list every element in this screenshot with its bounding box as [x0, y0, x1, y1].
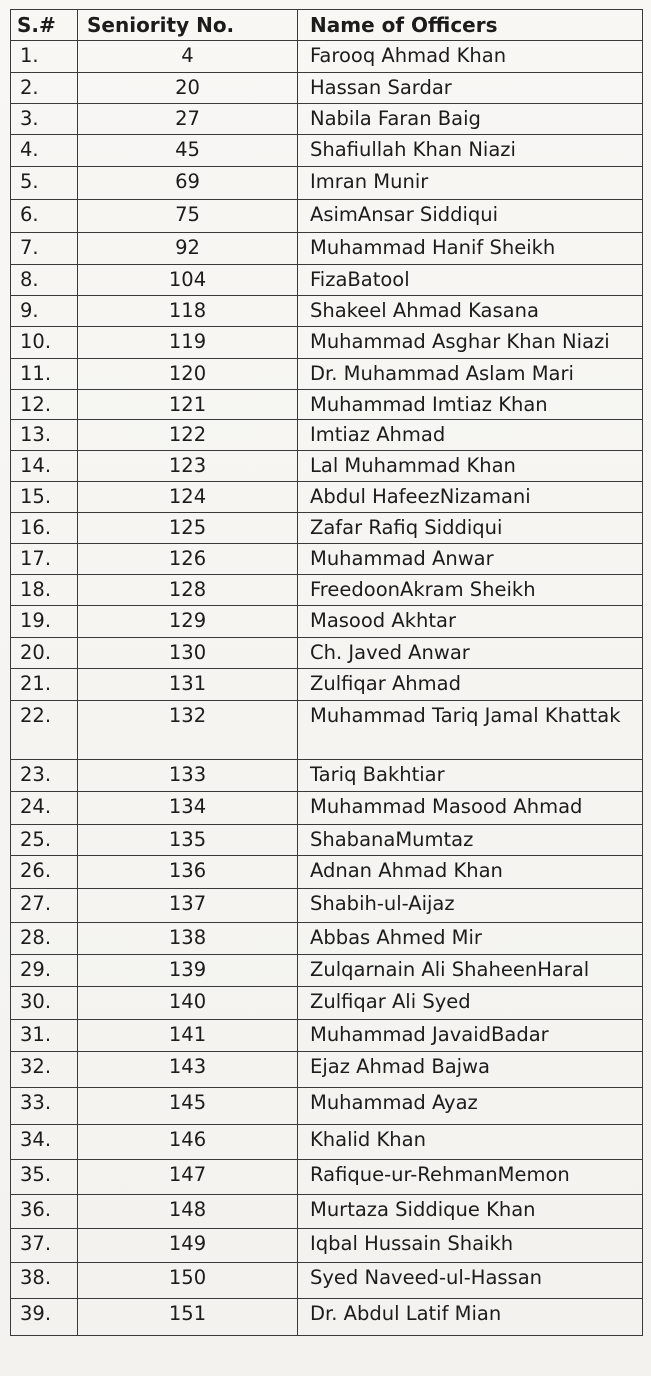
seniority-cell: 75 [78, 200, 298, 233]
seniority-cell: 133 [78, 760, 298, 792]
serial-number-cell: 15. [11, 482, 78, 513]
seniority-cell: 141 [78, 1020, 298, 1052]
officer-name-cell: FizaBatool [298, 265, 643, 296]
table-row [11, 1299, 643, 1336]
table-body [11, 41, 643, 1336]
table-row [11, 760, 643, 792]
officer-name-cell: Shabih-ul-Aijaz [298, 889, 643, 923]
header-serial-number: S.# [11, 10, 78, 41]
table-row [11, 825, 643, 856]
seniority-cell: 134 [78, 792, 298, 825]
serial-number-cell: 31. [11, 1020, 78, 1052]
table-row [11, 233, 643, 265]
officer-name-cell: Muhammad Imtiaz Khan [298, 390, 643, 420]
table-row [11, 359, 643, 390]
officer-name-cell: ShabanaMumtaz [298, 825, 643, 856]
officers-table [10, 9, 643, 1336]
table-row [11, 575, 643, 606]
officer-name-cell: Hassan Sardar [298, 73, 643, 104]
officer-name-cell: Syed Naveed-ul-Hassan [298, 1263, 643, 1299]
seniority-cell: 135 [78, 825, 298, 856]
officer-name-cell: Muhammad Masood Ahmad [298, 792, 643, 825]
officer-name-cell: Zulfiqar Ali Syed [298, 987, 643, 1020]
serial-number-cell: 19. [11, 606, 78, 638]
seniority-cell: 124 [78, 482, 298, 513]
serial-number-cell: 18. [11, 575, 78, 606]
seniority-cell: 136 [78, 856, 298, 889]
officer-name-cell: Zulfiqar Ahmad [298, 669, 643, 701]
table-row [11, 327, 643, 359]
seniority-cell: 119 [78, 327, 298, 359]
officer-name-cell: Ejaz Ahmad Bajwa [298, 1052, 643, 1088]
seniority-cell: 151 [78, 1299, 298, 1336]
header-row [11, 10, 643, 41]
seniority-cell: 149 [78, 1229, 298, 1263]
seniority-cell: 92 [78, 233, 298, 265]
serial-number-cell: 23. [11, 760, 78, 792]
table-row [11, 1052, 643, 1088]
table-row [11, 923, 643, 955]
table-row [11, 265, 643, 296]
serial-number-cell: 35. [11, 1160, 78, 1195]
serial-number-cell: 5. [11, 167, 78, 200]
seniority-cell: 140 [78, 987, 298, 1020]
seniority-cell: 123 [78, 451, 298, 482]
seniority-cell: 121 [78, 390, 298, 420]
serial-number-cell: 25. [11, 825, 78, 856]
serial-number-cell: 8. [11, 265, 78, 296]
serial-number-cell: 2. [11, 73, 78, 104]
officer-name-cell: Zafar Rafiq Siddiqui [298, 513, 643, 544]
table-row [11, 1195, 643, 1229]
table-row [11, 987, 643, 1020]
seniority-cell: 146 [78, 1125, 298, 1160]
seniority-cell: 118 [78, 296, 298, 327]
seniority-cell: 130 [78, 638, 298, 669]
serial-number-cell: 38. [11, 1263, 78, 1299]
officer-name-cell: Adnan Ahmad Khan [298, 856, 643, 889]
officer-name-cell: FreedoonAkram Sheikh [298, 575, 643, 606]
officer-name-cell: Dr. Abdul Latif Mian [298, 1299, 643, 1336]
table-row [11, 451, 643, 482]
table-row [11, 1263, 643, 1299]
seniority-cell: 4 [78, 41, 298, 73]
serial-number-cell: 32. [11, 1052, 78, 1088]
seniority-cell: 139 [78, 955, 298, 987]
table-row [11, 513, 643, 544]
serial-number-cell: 9. [11, 296, 78, 327]
serial-number-cell: 4. [11, 135, 78, 167]
header-seniority-number: Seniority No. [78, 10, 298, 41]
seniority-cell: 104 [78, 265, 298, 296]
table-row [11, 856, 643, 889]
officer-name-cell: AsimAnsar Siddiqui [298, 200, 643, 233]
table-row [11, 167, 643, 200]
officer-name-cell: Lal Muhammad Khan [298, 451, 643, 482]
table-row [11, 792, 643, 825]
serial-number-cell: 3. [11, 104, 78, 135]
table-row [11, 606, 643, 638]
officer-name-cell: Dr. Muhammad Aslam Mari [298, 359, 643, 390]
seniority-cell: 148 [78, 1195, 298, 1229]
serial-number-cell: 24. [11, 792, 78, 825]
table-row [11, 544, 643, 575]
serial-number-cell: 20. [11, 638, 78, 669]
table-row [11, 669, 643, 701]
seniority-cell: 126 [78, 544, 298, 575]
serial-number-cell: 39. [11, 1299, 78, 1336]
table-row [11, 889, 643, 923]
serial-number-cell: 36. [11, 1195, 78, 1229]
serial-number-cell: 12. [11, 390, 78, 420]
seniority-cell: 27 [78, 104, 298, 135]
seniority-cell: 143 [78, 1052, 298, 1088]
table-row [11, 1088, 643, 1125]
serial-number-cell: 22. [11, 701, 78, 760]
serial-number-cell: 27. [11, 889, 78, 923]
seniority-cell: 138 [78, 923, 298, 955]
table-row [11, 104, 643, 135]
serial-number-cell: 14. [11, 451, 78, 482]
table-row [11, 701, 643, 760]
officer-name-cell: Muhammad Tariq Jamal Khattak [298, 701, 643, 760]
seniority-cell: 147 [78, 1160, 298, 1195]
officer-name-cell: Zulqarnain Ali ShaheenHaral [298, 955, 643, 987]
officer-name-cell: Muhammad Ayaz [298, 1088, 643, 1125]
seniority-cell: 145 [78, 1088, 298, 1125]
seniority-cell: 129 [78, 606, 298, 638]
table-row [11, 73, 643, 104]
table-row [11, 420, 643, 451]
seniority-cell: 125 [78, 513, 298, 544]
table-header [11, 10, 643, 41]
officer-name-cell: Abbas Ahmed Mir [298, 923, 643, 955]
table-row [11, 482, 643, 513]
officer-name-cell: Murtaza Siddique Khan [298, 1195, 643, 1229]
header-officer-name: Name of Officers [298, 10, 643, 41]
table-row [11, 1160, 643, 1195]
officer-name-cell: Farooq Ahmad Khan [298, 41, 643, 73]
table-row [11, 390, 643, 420]
table-row [11, 200, 643, 233]
serial-number-cell: 34. [11, 1125, 78, 1160]
table-row [11, 638, 643, 669]
officer-name-cell: Rafique-ur-RehmanMemon [298, 1160, 643, 1195]
seniority-cell: 45 [78, 135, 298, 167]
serial-number-cell: 28. [11, 923, 78, 955]
officer-name-cell: Masood Akhtar [298, 606, 643, 638]
serial-number-cell: 37. [11, 1229, 78, 1263]
officer-name-cell: Ch. Javed Anwar [298, 638, 643, 669]
serial-number-cell: 21. [11, 669, 78, 701]
seniority-cell: 20 [78, 73, 298, 104]
seniority-cell: 120 [78, 359, 298, 390]
officer-name-cell: Khalid Khan [298, 1125, 643, 1160]
serial-number-cell: 26. [11, 856, 78, 889]
serial-number-cell: 1. [11, 41, 78, 73]
table-row [11, 1229, 643, 1263]
seniority-cell: 131 [78, 669, 298, 701]
serial-number-cell: 16. [11, 513, 78, 544]
officer-name-cell: Imran Munir [298, 167, 643, 200]
serial-number-cell: 10. [11, 327, 78, 359]
officer-name-cell: Iqbal Hussain Shaikh [298, 1229, 643, 1263]
table-row [11, 1125, 643, 1160]
officer-name-cell: Tariq Bakhtiar [298, 760, 643, 792]
table-row [11, 1020, 643, 1052]
officer-name-cell: Shafiullah Khan Niazi [298, 135, 643, 167]
officer-name-cell: Nabila Faran Baig [298, 104, 643, 135]
seniority-cell: 122 [78, 420, 298, 451]
seniority-cell: 128 [78, 575, 298, 606]
seniority-cell: 69 [78, 167, 298, 200]
serial-number-cell: 33. [11, 1088, 78, 1125]
serial-number-cell: 13. [11, 420, 78, 451]
officer-name-cell: Imtiaz Ahmad [298, 420, 643, 451]
seniority-cell: 150 [78, 1263, 298, 1299]
officer-name-cell: Muhammad JavaidBadar [298, 1020, 643, 1052]
table-row [11, 135, 643, 167]
officer-name-cell: Shakeel Ahmad Kasana [298, 296, 643, 327]
serial-number-cell: 29. [11, 955, 78, 987]
officer-name-cell: Muhammad Anwar [298, 544, 643, 575]
officer-name-cell: Muhammad Asghar Khan Niazi [298, 327, 643, 359]
seniority-cell: 132 [78, 701, 298, 760]
serial-number-cell: 17. [11, 544, 78, 575]
officer-name-cell: Abdul HafeezNizamani [298, 482, 643, 513]
serial-number-cell: 30. [11, 987, 78, 1020]
seniority-cell: 137 [78, 889, 298, 923]
table-row [11, 41, 643, 73]
table-row [11, 296, 643, 327]
officer-name-cell: Muhammad Hanif Sheikh [298, 233, 643, 265]
serial-number-cell: 7. [11, 233, 78, 265]
serial-number-cell: 11. [11, 359, 78, 390]
table-row [11, 955, 643, 987]
serial-number-cell: 6. [11, 200, 78, 233]
